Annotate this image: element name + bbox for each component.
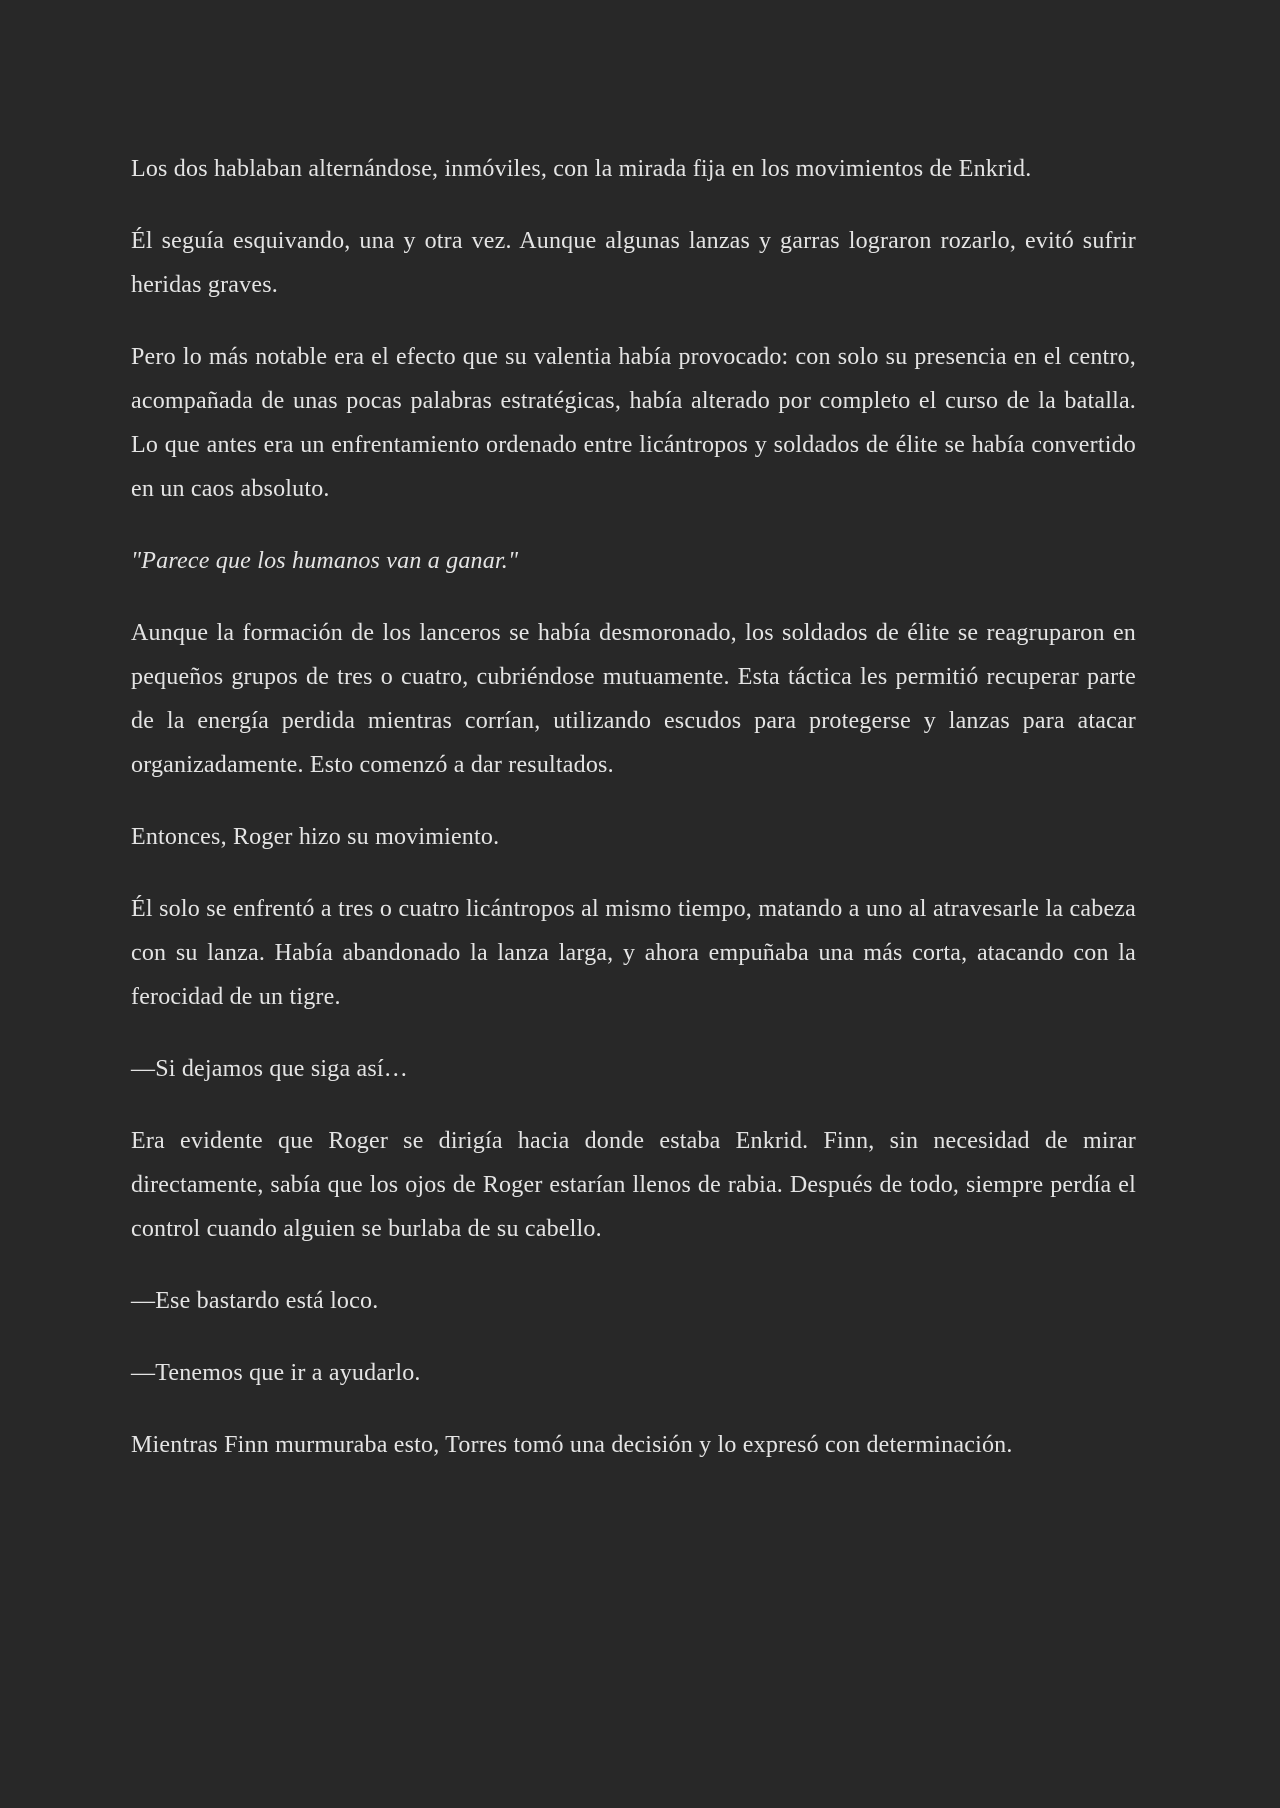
paragraph: Entonces, Roger hizo su movimiento. [131, 824, 500, 850]
paragraph: Los dos hablaban alternándose, inmóviles, con la mirada fija en los movimientos de Enkrid. [131, 156, 1032, 182]
paragraph-dialogue: —Tenemos que ir a ayudarlo. [131, 1360, 421, 1386]
paragraph-quote-italic: "Parece que los humanos van a ganar." [131, 548, 519, 574]
paragraph-dialogue: —Ese bastardo está loco. [131, 1288, 379, 1314]
paragraph-dialogue: —Si dejamos que siga así… [131, 1056, 408, 1082]
paragraph: Mientras Finn murmuraba esto, Torres tomó una decisión y lo expresó con determinación. [131, 1432, 1013, 1458]
paragraph: Pero lo más notable era el efecto que su valentia había provocado: con solo su presencia en el centro, acompañada de unas pocas palabras estratégicas, había alterado por completo el curso de la batalla. Lo que antes era un enfrentamiento ordenado entre licántropos y soldados de élite se había convertido en un caos absoluto. [131, 344, 1136, 502]
paragraph: Él seguía esquivando, una y otra vez. Aunque algunas lanzas y garras lograron rozarlo, evitó sufrir heridas graves. [131, 228, 1136, 298]
paragraph: Él solo se enfrentó a tres o cuatro licántropos al mismo tiempo, matando a uno al atravesarle la cabeza con su lanza. Había abandonado la lanza larga, y ahora empuñaba una más corta, atacando con la ferocidad de un tigre. [131, 896, 1136, 1010]
paragraph: Aunque la formación de los lanceros se había desmoronado, los soldados de élite se reagruparon en pequeños grupos de tres o cuatro, cubriéndose mutuamente. Esta táctica les permitió recuperar parte de la energía perdida mientras corrían, utilizando escudos para protegerse y lanzas para atacar organizadamente. Esto comenzó a dar resultados. [131, 620, 1136, 778]
paragraph: Era evidente que Roger se dirigía hacia donde estaba Enkrid. Finn, sin necesidad de mirar directamente, sabía que los ojos de Roger estarían llenos de rabia. Después de todo, siempre perdía el control cuando alguien se burlaba de su cabello. [131, 1128, 1136, 1242]
